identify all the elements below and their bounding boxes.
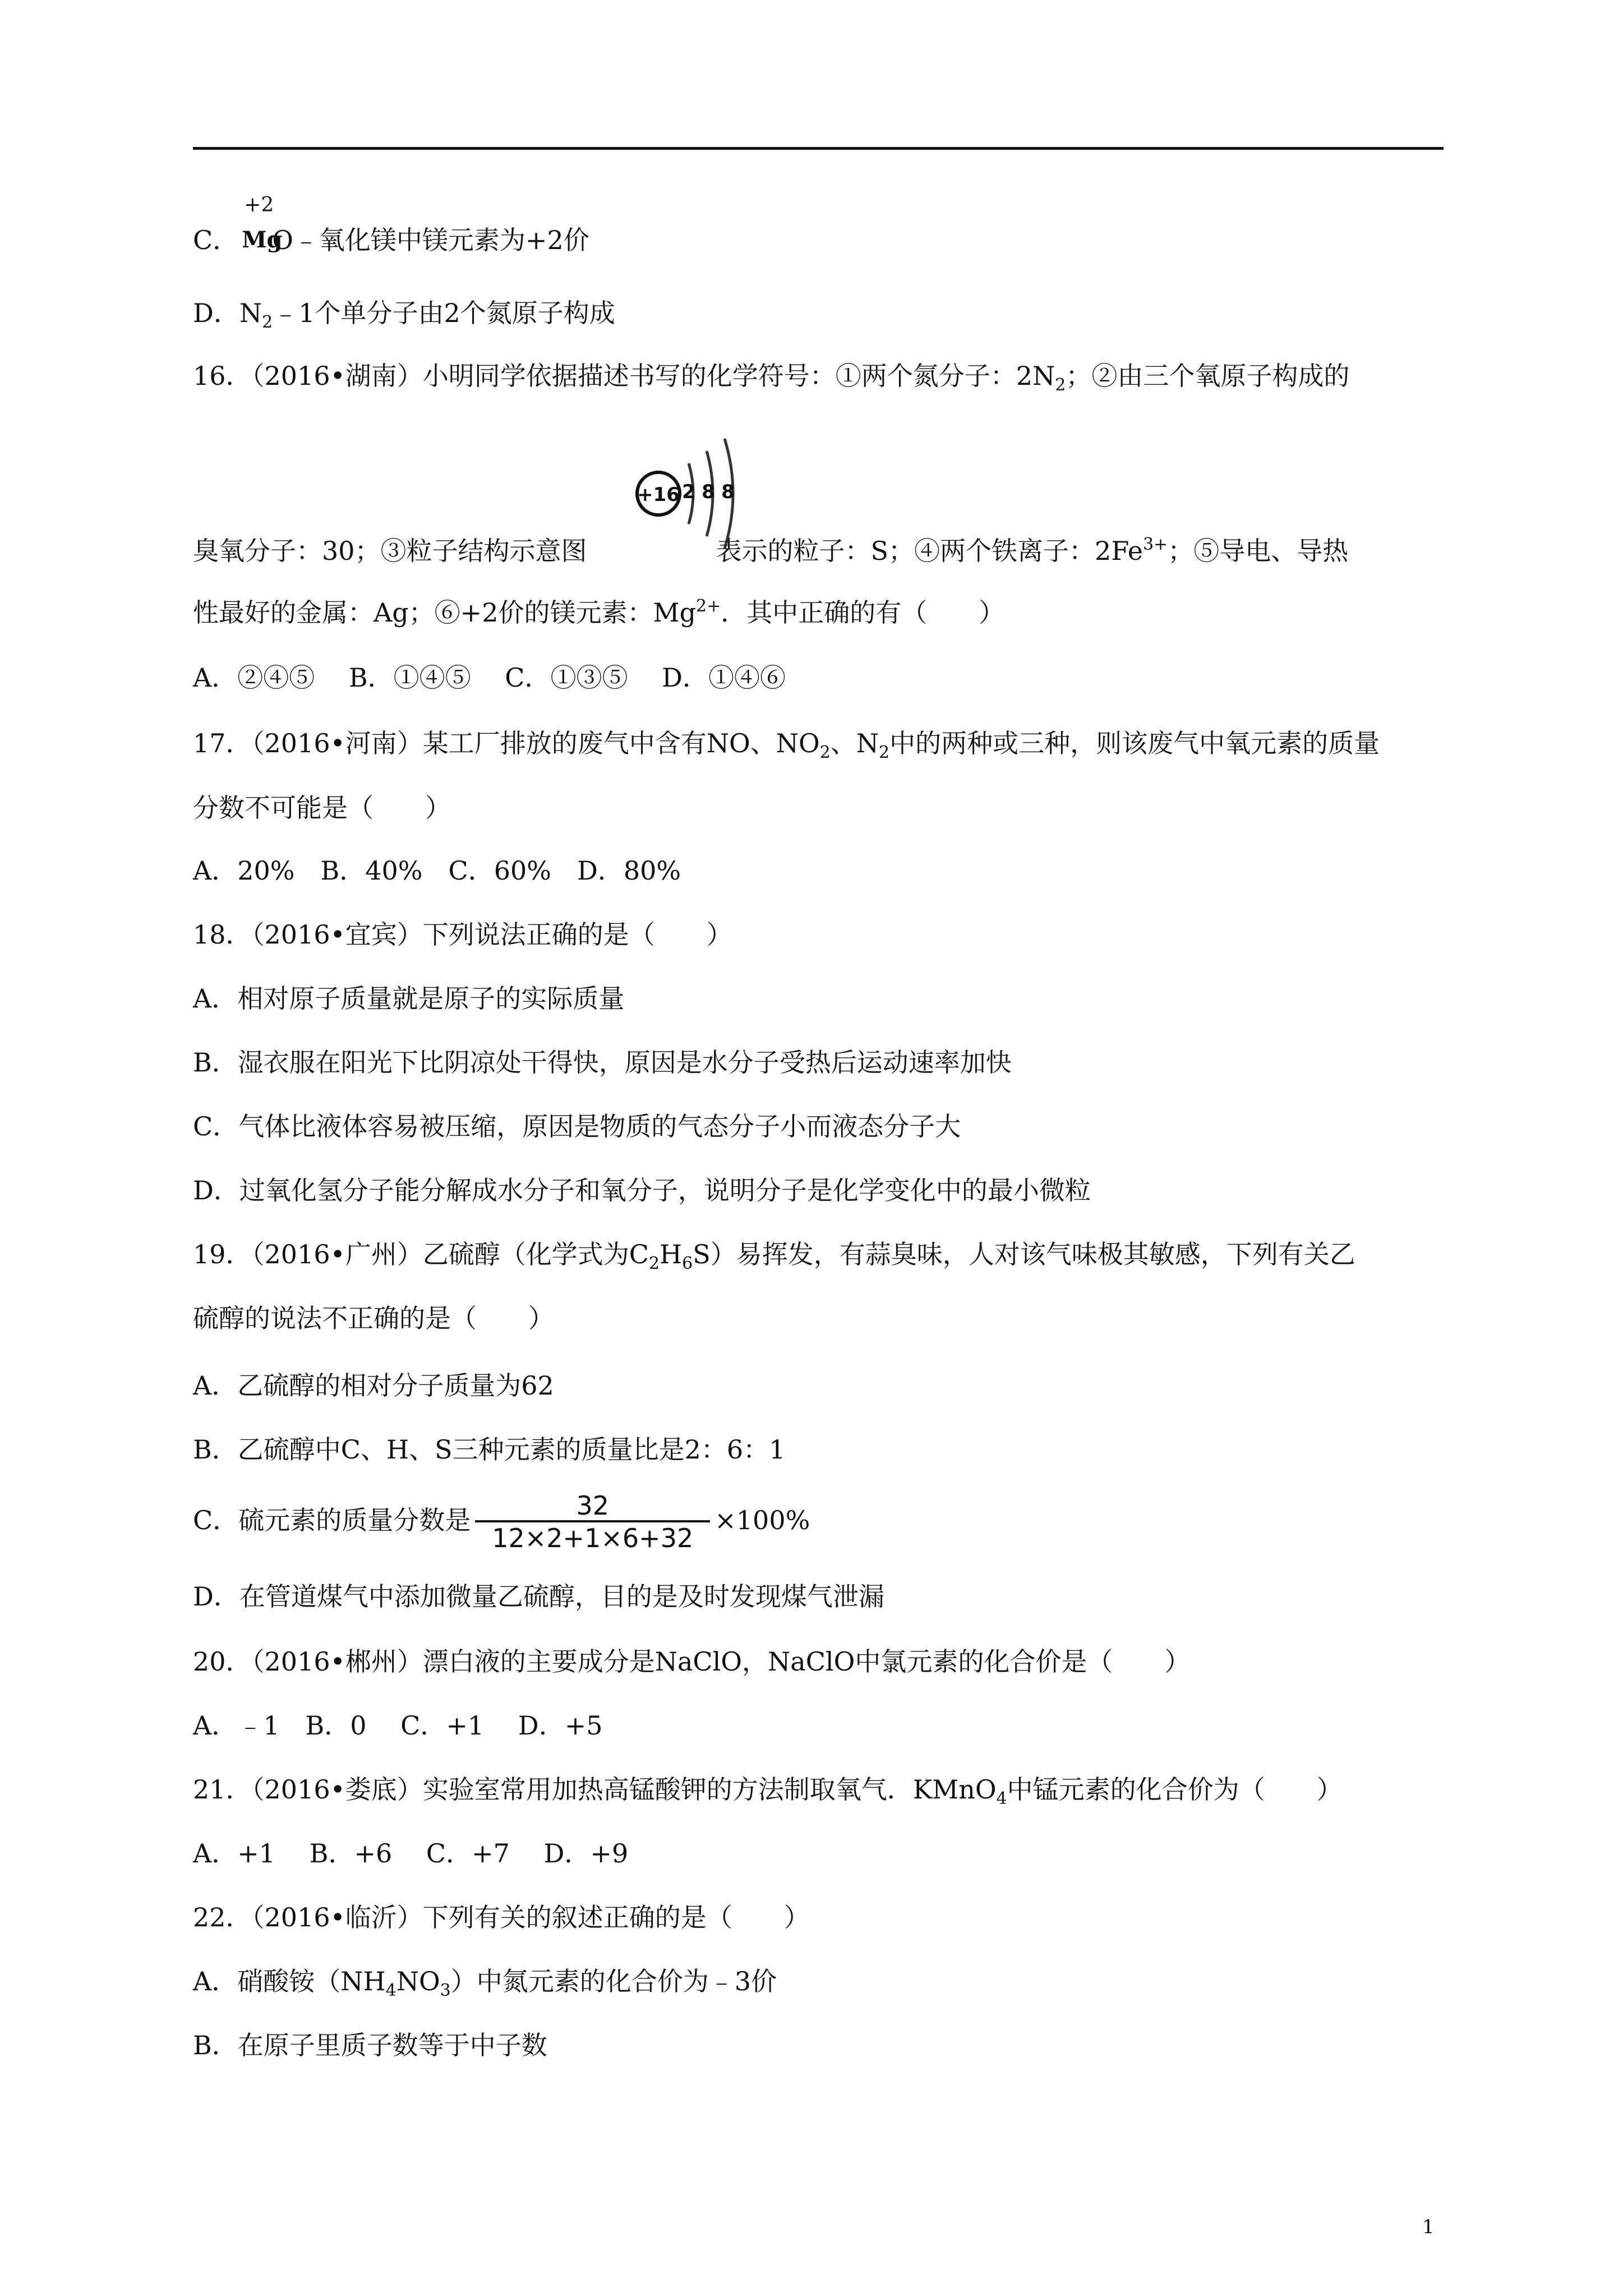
q16-stem-line1: 16．（2016•湖南）小明同学依据描述书写的化学符号：①两个氮分子：$2N_2$；②由三个氧原子构成的 (193, 361, 1350, 395)
q19-option-a: A．乙硫醇的相对分子质量为62 (193, 1370, 554, 1401)
q19-option-d: D．在管道煤气中添加微量乙硫醇，目的是及时发现煤气泄漏 (193, 1581, 884, 1612)
q19-option-c: C．硫元素的质量分数是 $\frac{32}{12\times 2+1\times 6+32}$ ×100% (193, 1490, 810, 1553)
q22-option-a: A．硝酸铵$(NH_4NO_3)$中氮元素的化合价为﹣3价 (193, 1966, 777, 2000)
header-rule (193, 147, 1444, 150)
page-number: 1 (1422, 2216, 1435, 2238)
q18-option-c: C．气体比液体容易被压缩，原因是物质的气态分子小而液态分子大 (193, 1111, 961, 1142)
shell-3-electrons: 8 (721, 481, 735, 503)
fraction-numerator: 32 (475, 1491, 710, 1522)
mg-symbol: Mg (242, 227, 283, 253)
q22-option-b: B．在原子里质子数等于中子数 (193, 2030, 547, 2060)
q16-stem-line2: 臭氧分子：30；③粒子结构示意图 表示的粒子：S；④两个铁离子：$2Fe^{3+}$；⑤导电、导热 (193, 535, 1349, 566)
option-d-nitrogen: D．$N_2﹣1$个单分子由2个氮原子构成 (193, 298, 615, 332)
q18-stem: 18．（2016•宜宾）下列说法正确的是（ ） (193, 919, 732, 950)
q19-stem-line1: 19．（2016•广州）乙硫醇（化学式为$C_2H_6S$）易挥发，有蒜臭味，人对该气味极其敏感，下列有关乙 (193, 1239, 1355, 1273)
option-c-magnesium-oxide: C． +2 Mg O﹣氧化镁中镁元素为+2价 (193, 223, 589, 257)
sulfur-fraction (475, 1491, 710, 1554)
q17-options: A．20% B．40% C．60% D．80% (193, 855, 681, 886)
q20-stem: 20．（2016•郴州）漂白液的主要成分是NaClO，NaClO中氯元素的化合价是（ ） (193, 1646, 1191, 1677)
q18-option-a: A．相对原子质量就是原子的实际质量 (193, 983, 625, 1014)
q18-option-d: D．过氧化氢分子能分解成水分子和氧分子，说明分子是化学变化中的最小微粒 (193, 1175, 1091, 1205)
nucleus-charge: +16 (637, 484, 680, 506)
q18-option-b: B．湿衣服在阳光下比阴凉处干得快，原因是水分子受热后运动速率加快 (193, 1047, 1012, 1078)
q20-options: A．﹣1 B．0 C．+1 D．+5 (193, 1710, 603, 1741)
fraction-denominator: 12×2+1×6+32 (492, 1523, 694, 1553)
shell-2-electrons: 8 (702, 481, 715, 503)
q21-options: A．+1 B．+6 C．+7 D．+9 (193, 1838, 629, 1869)
shell-1-electrons: 2 (682, 481, 695, 503)
q17-stem-line1: 17．（2016•河南）某工厂排放的废气中含有NO、$NO_2$、$N_2$中的两种或三种，则该废气中氧元素的质量 (193, 728, 1380, 762)
q22-stem: 22．（2016•临沂）下列有关的叙述正确的是（ ） (193, 1902, 810, 1932)
q19-option-b: B．乙硫醇中C、H、S三种元素的质量比是2：6：1 (193, 1434, 786, 1465)
mg-charge: +2 (244, 194, 274, 217)
q16-options: A．②④⑤ B．①④⑤ C．①③⑤ D．①④⑥ (193, 662, 786, 693)
q19-stem-line2: 硫醇的说法不正确的是（ ） (193, 1303, 554, 1333)
q17-stem-line2: 分数不可能是（ ） (193, 793, 451, 823)
mg-valence-symbol (238, 194, 283, 257)
nucleus (637, 472, 680, 515)
q21-stem: 21．（2016•娄底）实验室常用加热高锰酸钾的方法制取氧气．KMnO$_4$中锰元素的化合价为（ ） (193, 1774, 1343, 1809)
q16-stem-line3: 性最好的金属：Ag；⑥+2价的镁元素：$Mg^{2+}$．其中正确的有（ ） (193, 596, 1005, 628)
